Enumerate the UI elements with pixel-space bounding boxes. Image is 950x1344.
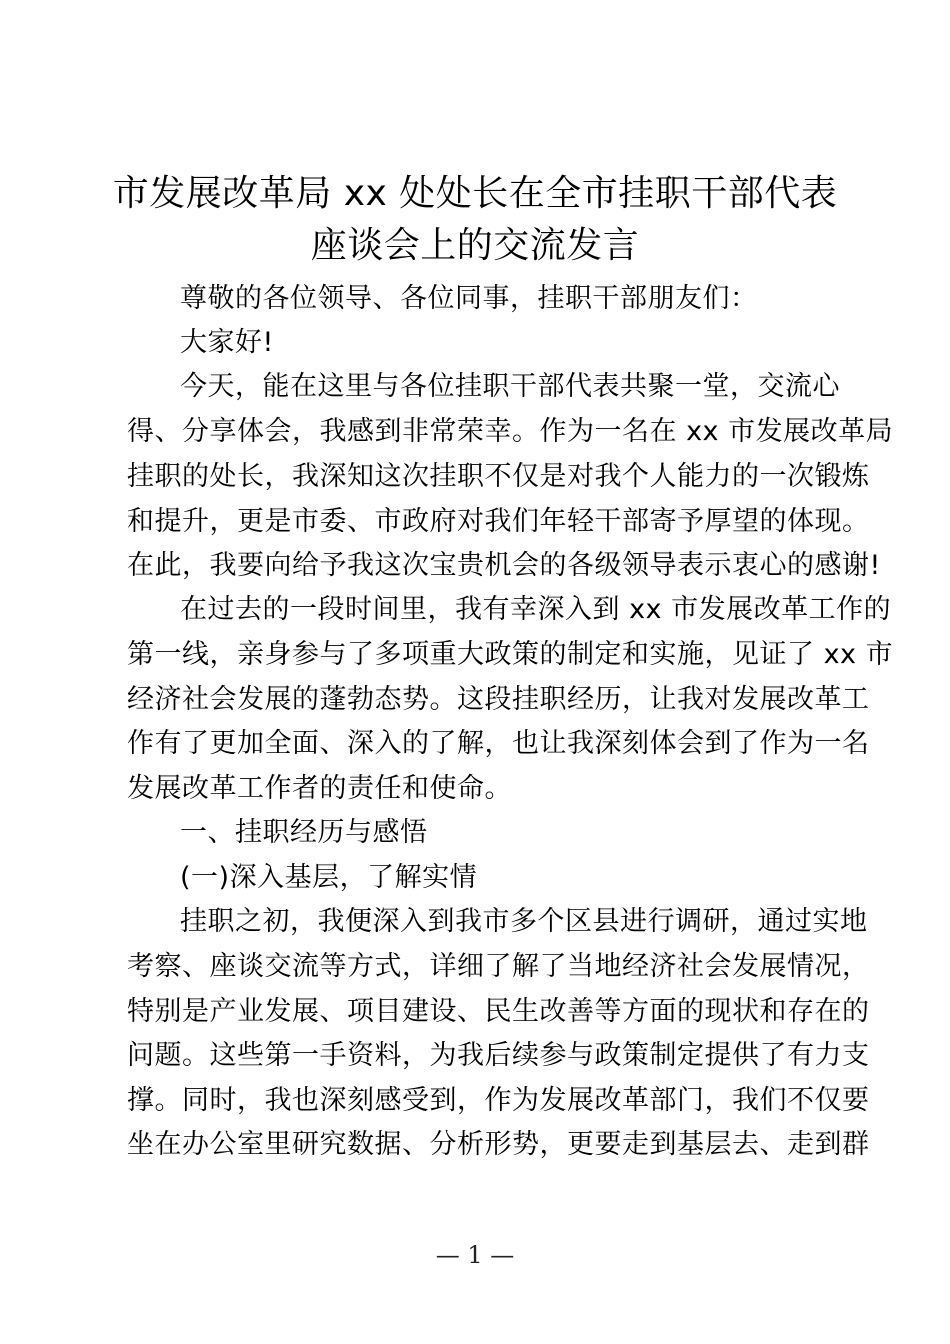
paragraph-line: 挂职的处长，我深知这次挂职不仅是对我个人能力的一次锻炼 (127, 461, 870, 492)
document-title-line2: 座谈会上的交流发言 (310, 225, 640, 266)
paragraph-line: 在过去的一段时间里，我有幸深入到 xx 市发展改革工作的 (180, 594, 892, 625)
paragraph-line: 和提升，更是市委、市政府对我们年轻干部寄予厚望的体现。 (127, 506, 870, 537)
salutation: 尊敬的各位领导、各位同事，挂职干部朋友们： (180, 283, 758, 314)
subsection-heading: (一)深入基层，了解实情 (180, 862, 478, 893)
paragraph-line: 问题。这些第一手资料，为我后续参与政策制定提供了有力支 (127, 1040, 870, 1071)
paragraph-line: 作有了更加全面、深入的了解，也让我深刻体会到了作为一名 (127, 728, 870, 759)
paragraph-line: 发展改革工作者的责任和使命。 (127, 773, 512, 804)
paragraph-line: 第一线，亲身参与了多项重大政策的制定和实施，见证了 xx 市 (127, 639, 894, 670)
paragraph-line: 坐在办公室里研究数据、分析形势，更要走到基层去、走到群 (127, 1129, 870, 1160)
paragraph-line: 经济社会发展的蓬勃态势。这段挂职经历，让我对发展改革工 (127, 684, 870, 715)
paragraph-line: 撑。同时，我也深刻感受到，作为发展改革部门，我们不仅要 (127, 1085, 870, 1116)
page-number: — 1 — (435, 1241, 515, 1269)
paragraph-line: 挂职之初，我便深入到我市多个区县进行调研，通过实地 (180, 906, 868, 937)
paragraph-line: 得、分享体会，我感到非常荣幸。作为一名在 xx 市发展改革局 (127, 416, 894, 447)
paragraph-line: 在此，我要向给予我这次宝贵机会的各级领导表示衷心的感谢! (127, 550, 881, 581)
paragraph-line: 特别是产业发展、项目建设、民生改善等方面的现状和存在的 (127, 996, 870, 1027)
document-title-line1: 市发展改革局 xx 处处长在全市挂职干部代表 (112, 173, 838, 214)
greeting: 大家好! (180, 327, 274, 358)
paragraph-line: 考察、座谈交流等方式，详细了解了当地经济社会发展情况， (127, 951, 870, 982)
section-heading: 一、挂职经历与感悟 (180, 817, 428, 848)
paragraph-line: 今天，能在这里与各位挂职干部代表共聚一堂，交流心 (180, 371, 840, 402)
